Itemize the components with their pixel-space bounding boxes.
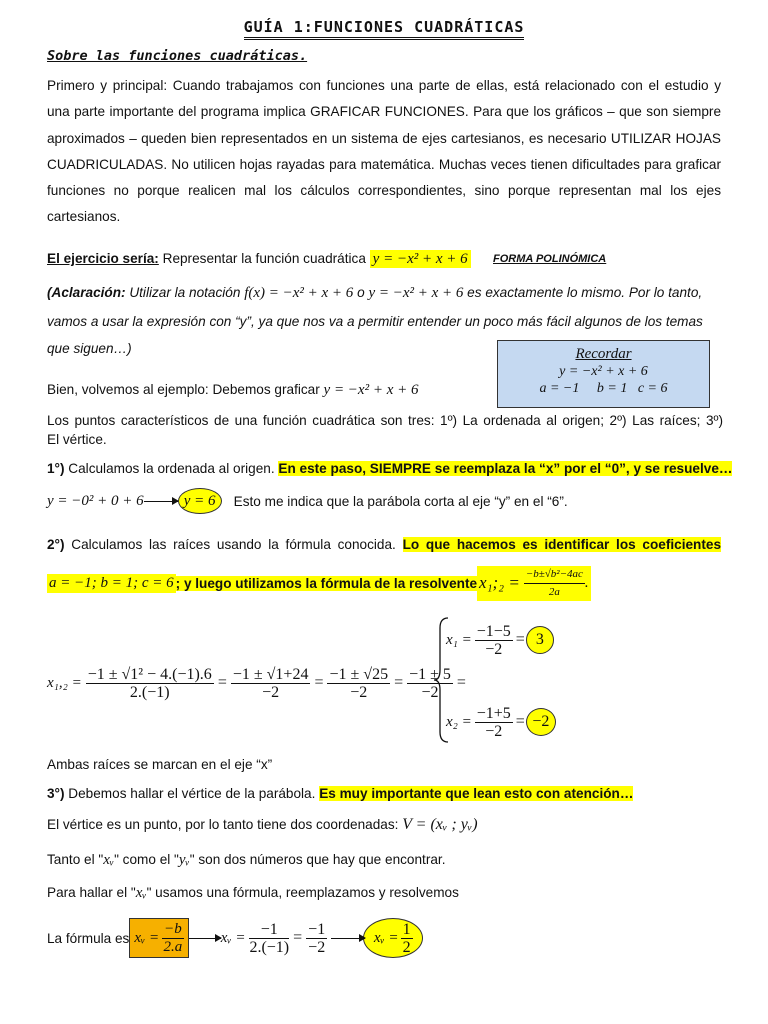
clarification-label: (Aclaración:	[47, 285, 126, 300]
resolvente-fraction	[524, 566, 585, 601]
root-x1: x₁ = $\frac{-1-5}{-2}$ = 3	[446, 620, 554, 660]
result-fraction	[401, 921, 413, 956]
intro-line: CUADRICULADAS. No utilicen hojas rayadas para matemática. Muchas veces tienen dificultades para graficar	[47, 156, 721, 172]
box-fraction	[162, 921, 184, 956]
recordar-coefficients	[498, 380, 709, 397]
calc-numerator: −1 ± 5	[409, 665, 451, 683]
step3-highlight: Es muy importante que lean esto con atención…	[319, 786, 634, 801]
step1-line	[47, 460, 732, 478]
step1-highlight: En este paso, SIEMPRE se reemplaza la “x” por el “0”, y se resuelve…	[278, 461, 733, 476]
sub-numerator: −1	[249, 921, 289, 939]
intro-line: funciones no porque realicen mal los cálculos correspondientes, sino porque representan mal los ejes	[47, 183, 721, 199]
coords-text: " son dos números que hay que encontrar.	[189, 852, 446, 867]
clarification-text: Utilizar la notación	[125, 285, 245, 300]
roots-note: Ambas raíces se marcan en el eje “x”	[47, 757, 273, 772]
x2-denominator: −2	[485, 722, 503, 740]
calc-lhs: x₁,₂ =	[47, 674, 82, 691]
find-line	[47, 883, 459, 903]
clarification-formula-y: y = −x² + x + 6	[368, 285, 464, 301]
x2-lhs: x₂ =	[446, 713, 472, 730]
exercise-formula: y = −x² + x + 6	[370, 250, 471, 268]
points-line-1: Los puntos característicos de una función cuadrática son tres: 1º) La ordenada al origen; 2º) Las raíces; 3º)	[47, 413, 723, 428]
step1-text: Calculamos la ordenada al origen.	[64, 461, 279, 476]
step2-text: Calculamos las raíces usando la fórmula conocida.	[64, 537, 403, 552]
vertex-formula: V = (xᵥ ; yᵥ)	[402, 816, 478, 833]
x2-result: −2	[526, 708, 556, 736]
step2-highlight: Lo que hacemos es identificar los coeficientes	[402, 537, 722, 552]
step2-line-2	[47, 565, 591, 601]
back-example-line	[47, 379, 419, 401]
recordar-title: Recordar	[575, 346, 632, 362]
roots-calculation: x₁,₂ = $\frac{\text{−1 ± √1² − 4.(−1).6}}{2.(-1)}$ = $\frac{-1 \pm √1+24}{-2}$ = $\frac{-1 \pm √25}{-2}$ = $\frac{-1 \pm 5}{-2}$ =	[47, 665, 466, 701]
box-lhs: xᵥ =	[134, 929, 160, 946]
calc-denominator: −2	[262, 683, 280, 701]
calc-denominator: 2.(−1)	[129, 683, 170, 701]
arrow-icon	[189, 938, 221, 939]
clarification-formula-f: f(x) = −x² + x + 6	[244, 285, 354, 301]
formula-line: La fórmula es xᵥ = $\frac{-b}{2.a}$ xᵥ = $\frac{-1}{2.(-1)}$ = $\frac{-1}{-2}$ xᵥ = $\frac{1}{2}$	[47, 914, 423, 962]
recordar-formula: y = −x² + x + 6	[559, 364, 648, 379]
xv-symbol: xᵥ	[103, 852, 115, 868]
vertex-x-result	[363, 918, 423, 958]
clarification-text: es exactamente lo mismo. Por lo tanto,	[463, 285, 703, 300]
root-x2: x₂ = $\frac{-1+5}{-2}$ = −2	[446, 702, 556, 742]
calc-denominator: −2	[421, 683, 439, 701]
step1-calc	[47, 488, 568, 514]
result-denominator: 2	[402, 938, 411, 956]
step3-line	[47, 785, 633, 803]
formula-box	[129, 918, 188, 958]
step2-coefficients: a = −1; b = 1; c = 6	[49, 574, 174, 591]
xv-symbol: xᵥ	[135, 885, 147, 901]
clarification-line-2: vamos a usar la expresión con “y”, ya que nos va a permitir entender un poco más fácil algunos de los temas	[47, 314, 703, 329]
intro-line: una parte importante del programa implica GRAFICAR FUNCIONES. Para que los gráficos – que son siempre	[47, 104, 721, 120]
clarification-line	[47, 282, 702, 304]
coords-text: " como el "	[114, 852, 179, 867]
calc-fraction-1	[86, 666, 214, 701]
coef-a: a = −1	[539, 381, 580, 396]
formula-label: La fórmula es	[47, 930, 130, 946]
x1-lhs: x₁ =	[446, 631, 472, 648]
vertex-line	[47, 815, 478, 835]
x1-result: 3	[526, 626, 554, 654]
clarification-line-3: que siguen…)	[47, 341, 132, 356]
back-example-text: Bien, volvemos al ejemplo: Debemos graficar	[47, 382, 324, 397]
box-denominator: 2.a	[163, 938, 183, 955]
step2-number: 2°)	[47, 537, 65, 552]
intro-paragraph	[47, 73, 721, 231]
exercise-text: Representar la función cuadrática	[158, 251, 370, 266]
step3-text: Debemos hallar el vértice de la parábola.	[64, 786, 320, 801]
sub-denominator: 2.(−1)	[249, 938, 290, 956]
step1-result: y = 6	[178, 488, 222, 514]
resolvente-lhs: x₁;₂ =	[479, 573, 520, 592]
arrow-icon	[144, 501, 178, 502]
step1-formula: y = −0² + 0 + 6	[47, 492, 144, 509]
coords-line	[47, 850, 445, 870]
resolvente-numerator: −b±√b²−4ac	[524, 566, 585, 584]
coef-b: b = 1	[596, 381, 628, 396]
x1-fraction	[475, 623, 513, 658]
result-numerator: 1	[402, 920, 411, 938]
box-numerator: −b	[164, 920, 182, 937]
sub-fraction-2	[306, 921, 327, 956]
recordar-box	[497, 340, 710, 408]
calc-denominator: −2	[350, 683, 368, 701]
sub-denominator: −2	[308, 938, 326, 956]
calc-numerator: −1 ± √1² − 4.(−1).6	[87, 665, 212, 683]
clarification-text: o	[353, 285, 369, 300]
points-line-2: El vértice.	[47, 432, 107, 447]
find-text: " usamos una fórmula, reemplazamos y resolvemos	[146, 885, 459, 900]
sub-fraction-1	[249, 921, 289, 956]
calc-numerator: −1 ± √1+24	[232, 665, 309, 683]
resolvente-formula: x₁;₂ = $\frac{\text{−b±√b²−4ac}}{2a}$ .	[477, 566, 591, 601]
calc-numerator: −1 ± √25	[329, 665, 389, 683]
form-tag: FORMA POLINÓMICA	[493, 253, 607, 265]
step1-comment: Esto me indica que la parábola corta al eje “y” en el “6”.	[233, 493, 568, 509]
result-lhs: xᵥ =	[373, 929, 399, 946]
x1-denominator: −2	[485, 640, 503, 658]
exercise-label: El ejercicio sería:	[47, 251, 159, 266]
step3-number: 3°)	[47, 786, 65, 801]
sub-numerator: −1	[308, 920, 326, 938]
vertex-text: El vértice es un punto, por lo tanto tiene dos coordenadas:	[47, 817, 403, 832]
step2-line	[47, 537, 721, 552]
exercise-line	[47, 248, 471, 270]
find-text: Para hallar el "	[47, 885, 136, 900]
x1-numerator: −1−5	[476, 622, 511, 640]
step2-highlight-2: ; y luego utilizamos la fórmula de la resolvente	[175, 575, 478, 591]
coef-c: c = 6	[637, 381, 668, 396]
intro-line: cartesianos.	[47, 209, 121, 225]
x2-numerator: −1+5	[476, 704, 511, 722]
calc-fraction-2	[231, 666, 311, 701]
coords-text: Tanto el "	[47, 852, 104, 867]
yv-symbol: yᵥ	[178, 852, 190, 868]
arrow-icon	[331, 938, 365, 939]
step1-number: 1°)	[47, 461, 65, 476]
page-title: GUÍA 1:FUNCIONES CUADRÁTICAS	[0, 18, 768, 36]
x2-fraction	[475, 705, 513, 740]
calc-fraction-3	[327, 666, 390, 701]
section-subtitle: Sobre las funciones cuadráticas.	[47, 48, 308, 64]
intro-line: aproximados – queden bien representados en un sistema de ejes cartesianos, es necesario UTILIZAR HOJAS	[47, 130, 721, 146]
back-example-formula: y = −x² + x + 6	[323, 382, 419, 398]
sub-lhs: xᵥ =	[220, 929, 246, 946]
resolvente-denominator: 2a	[548, 585, 560, 598]
intro-line: Primero y principal: Cuando trabajamos con funciones una parte de ellas, está relacionado con el estudio y	[47, 78, 721, 93]
